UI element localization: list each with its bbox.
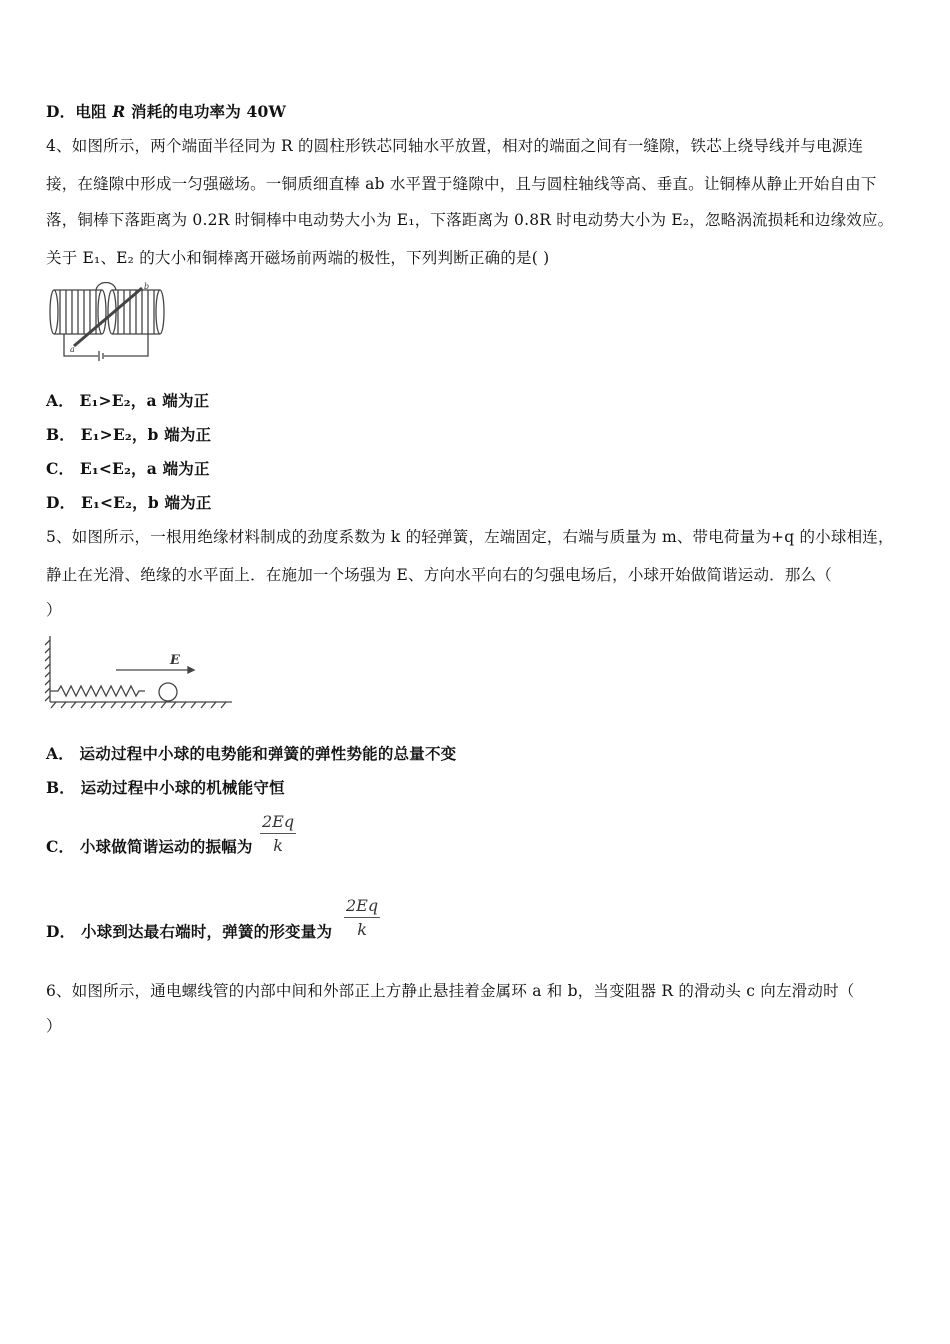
question-text-line: 关于 E₁、E₂ 的大小和铜棒离开磁场前两端的极性，下列判断正确的是( ) [46,249,550,267]
question-text-line: 落，铜棒下落距离为 0.2R 时铜棒中电动势大小为 E₁，下落距离为 0.8R 时电动势大小为 E₂，忽略涡流损耗和边缘效应。 [46,211,894,229]
option-d[interactable] [46,922,332,942]
question-text-line: 6、如图所示，通电螺线管的内部中间和外部正上方静止悬挂着金属环 a 和 b，当变阻器 R 的滑动头 c 向左滑动时（ [46,982,855,1000]
question-text-line: 静止在光滑、绝缘的水平面上．在施加一个场强为 E、方向水平向右的匀强电场后，小球开始做简谐运动．那么（ [46,566,832,584]
option-text: 运动过程中小球的机械能守恒 [80,778,285,797]
option-text: E₁>E₂，a 端为正 [79,391,210,410]
option-text: 小球做简谐运动的振幅为 [79,837,253,856]
option-text: E₁>E₂，b 端为正 [80,425,212,444]
option-text: 消耗的电功率为 40W [125,102,287,121]
spring-ball-figure [44,634,236,712]
option-b[interactable] [46,425,211,445]
label-b: b [144,282,150,291]
option-text: E₁<E₂，a 端为正 [79,459,210,478]
fraction-formula [260,812,296,855]
denominator: k [357,920,367,939]
option-c[interactable] [46,837,253,857]
option-label: B． [46,425,76,444]
numerator: 2Eq [260,812,296,834]
option-label: B． [46,778,76,797]
question-text-line: 5、如图所示，一根用绝缘材料制成的劲度系数为 k 的轻弹簧，左端固定，右端与质量为 m、带电荷量为+q 的小球相连， [46,528,894,546]
numerator: 2Eq [344,896,380,918]
question-text-line: ） [46,601,62,619]
option-label: D． [46,493,76,512]
option-text: 小球到达最右端时，弹簧的形变量为 [80,922,333,941]
variable-r: R [112,102,126,121]
option-d[interactable] [46,493,212,513]
option-label: D． [46,102,76,121]
solenoid-iron-core-figure [46,282,170,362]
label-a: a [70,345,75,354]
option-label: A． [46,744,74,763]
question-text-line: 接，在缝隙中形成一匀强磁场。一铜质细直棒 ab 水平置于缝隙中，且与圆柱轴线等高、垂直。让铜棒从静止开始自由下 [46,175,877,193]
fraction-formula [344,896,380,939]
option-text: 电阻 [75,102,113,121]
option-a[interactable] [46,744,456,764]
denominator: k [273,836,283,855]
option-text: 运动过程中小球的电势能和弹簧的弹性势能的总量不变 [79,744,457,763]
option-label: C． [46,837,75,856]
question-text-line: ） [46,1017,62,1035]
option-b[interactable] [46,778,285,798]
option-label: D． [46,922,76,941]
field-label-e: E [170,653,180,668]
option-label: A． [46,391,74,410]
option-label: C． [46,459,75,478]
question-text-line: 4、如图所示，两个端面半径同为 R 的圆柱形铁芯同轴水平放置，相对的端面之间有一缝隙，铁芯上绕导线并与电源连 [46,137,864,155]
option-text: E₁<E₂，b 端为正 [80,493,212,512]
prev-option-d [46,102,286,122]
option-a[interactable] [46,391,209,411]
option-c[interactable] [46,459,210,479]
